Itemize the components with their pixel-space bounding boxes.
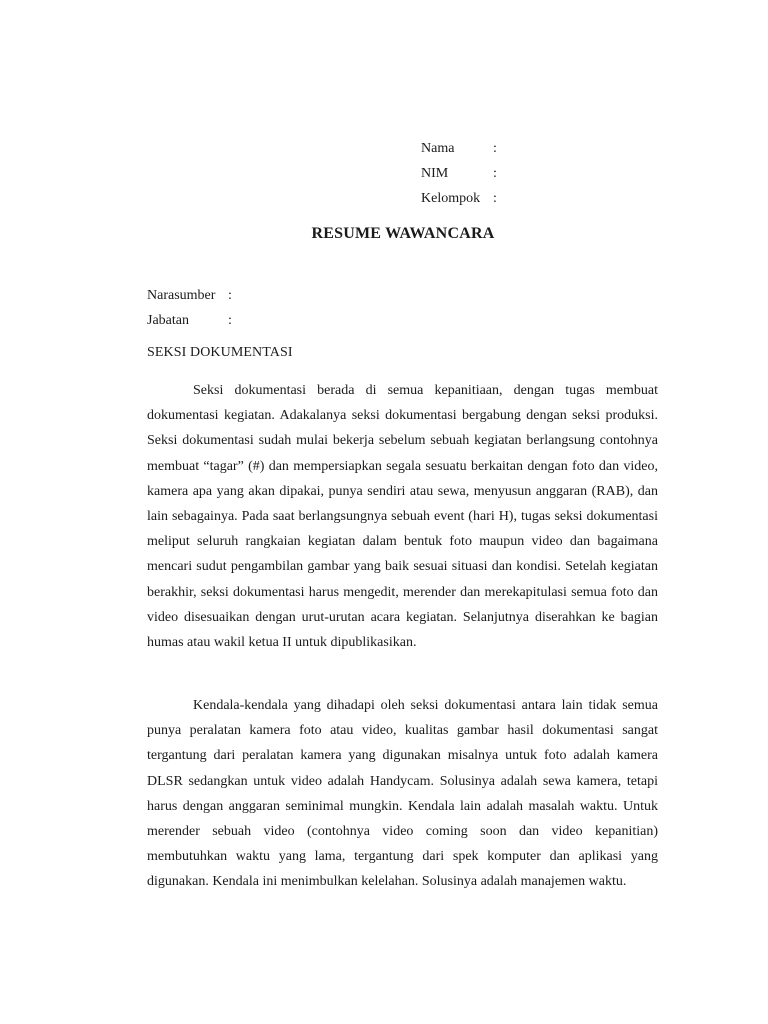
- meta-colon: :: [228, 313, 232, 328]
- section-heading: SEKSI DOKUMENTASI: [147, 345, 293, 360]
- identity-label: Nama: [421, 141, 455, 156]
- identity-colon: :: [493, 166, 497, 181]
- document-title: RESUME WAWANCARA: [311, 225, 495, 242]
- meta-row-jabatan: [147, 308, 232, 333]
- body-paragraph: Kendala-kendala yang dihadapi oleh seksi dokumentasi antara lain tidak semua punya peralatan kamera foto atau video, kualitas gambar hasil dokumentasi sangat tergantung dari peralatan kamera yang digunakan misalnya untuk foto adalah kamera DLSR sedangkan untuk video adalah Handycam. Solusinya adalah sewa kamera, tetapi harus dengan anggaran seminimal mungkin. Kendala lain adalah masalah waktu. Untuk merender sebuah video (contohnya video coming soon dan video kepanitian) membutuhkan waktu yang lama, tergantung dari spek komputer dan aplikasi yang digunakan. Kendala ini menimbulkan kelelahan. Solusinya adalah manajemen waktu.: [147, 698, 658, 890]
- meta-label: Jabatan: [147, 313, 189, 328]
- identity-row-nama: [421, 136, 497, 161]
- identity-block: [421, 136, 497, 211]
- meta-label: Narasumber: [147, 288, 216, 303]
- identity-colon: :: [493, 191, 497, 206]
- identity-row-nim: [421, 161, 497, 186]
- identity-row-kelompok: [421, 186, 497, 211]
- identity-label: Kelompok: [421, 191, 481, 206]
- meta-colon: :: [228, 288, 232, 303]
- identity-label: NIM: [421, 166, 449, 181]
- interview-meta: [147, 283, 232, 333]
- meta-row-narasumber: [147, 283, 232, 308]
- body-paragraph: Seksi dokumentasi berada di semua kepanitiaan, dengan tugas membuat dokumentasi kegiatan. Adakalanya seksi dokumentasi bergabung dengan seksi produksi. Seksi dokumentasi sudah mulai bekerja sebelum sebuah kegiatan berlangsung contohnya membuat “tagar” (#) dan mempersiapkan segala sesuatu berkaitan dengan foto dan video, kamera apa yang akan dipakai, punya sendiri atau sewa, menyusun anggaran (RAB), dan lain sebagainya. Pada saat berlangsungnya sebuah event (hari H), tugas seksi dokumentasi meliput seluruh rangkaian kegiatan dalam bentuk foto maupun video dan bagaimana mencari sudut pengambilan gambar yang baik sesuai situasi dan kondisi. Setelah kegiatan berakhir, seksi dokumentasi harus mengedit, merender dan merekapitulasi semua foto dan video disesuaikan dengan urut-urutan acara kegiatan. Selanjutnya diserahkan ke bagian humas atau wakil ketua II untuk dipublikasikan.: [147, 383, 658, 651]
- identity-colon: :: [493, 141, 497, 156]
